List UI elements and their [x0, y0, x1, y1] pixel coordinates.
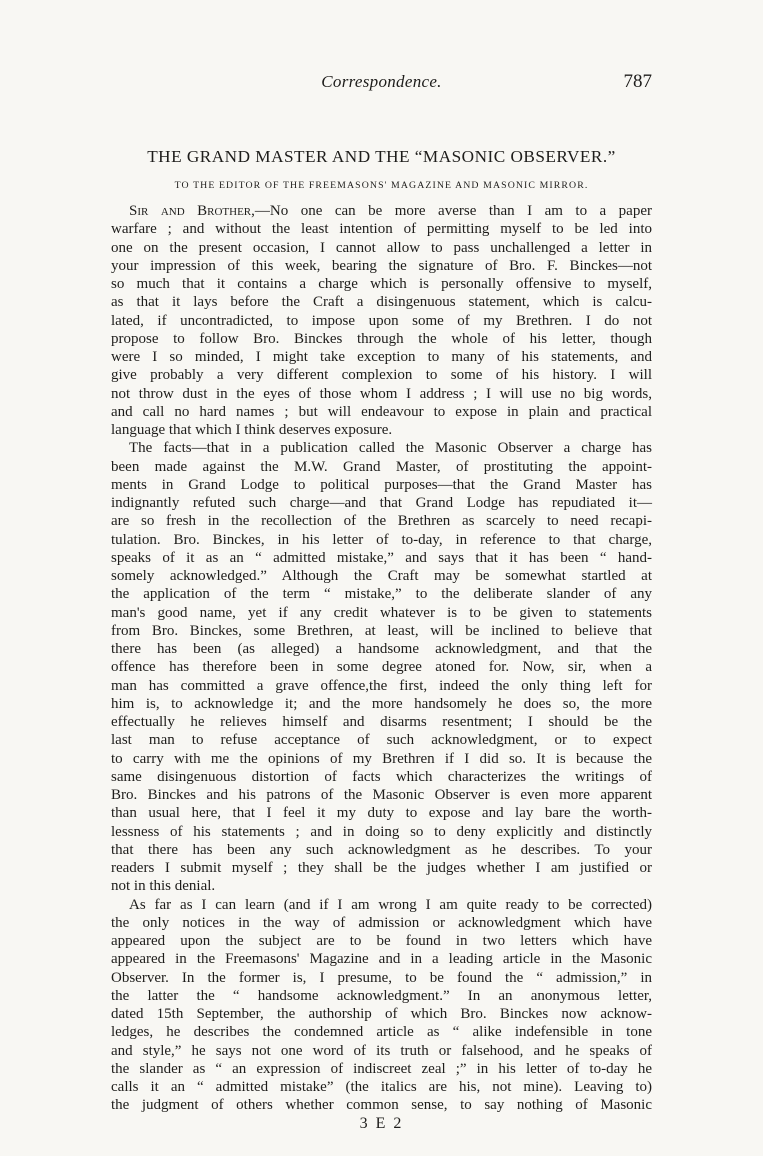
body-line: appeared in the Freemasons' Magazine and in a leading article in the Masonic: [111, 951, 652, 968]
body-line: offence has therefore been in some degree atoned for. Now, sir, when a: [111, 659, 652, 676]
article-address: TO THE EDITOR OF THE FREEMASONS' MAGAZINE AND MASONIC MIRROR.: [174, 180, 589, 191]
body-line: indignantly refuted such charge—and that Grand Lodge has repudiated it—: [111, 495, 652, 511]
body-line: man has committed a grave offence,the first, indeed the only thing left for: [111, 677, 652, 694]
body-line: warfare ; and without the least intention of permitting myself to be led into: [111, 221, 652, 238]
body-line: the application of the term “ mistake,” to the deliberate slander of any: [111, 586, 652, 603]
body-line: the judgment of others whether common sense, to say nothing of Masonic: [111, 1097, 652, 1114]
running-head: [111, 72, 652, 96]
article-body: [111, 202, 652, 1115]
body-line: give probably a very different complexion to some of his history. I will: [111, 367, 652, 384]
body-line: there has been (as alleged) a handsome acknowledgment, and that the: [111, 641, 652, 657]
body-line: not throw dust in the eyes of those whom I address ; I will use no big words,: [111, 385, 652, 402]
body-line: ledges, he describes the condemned article as “ alike indefensible in tone: [111, 1024, 652, 1041]
body-line: appeared upon the subject are to be found in two letters which have: [111, 933, 652, 949]
body-line: lated, if uncontradicted, to impose upon some of my Brethren. I do not: [111, 312, 652, 329]
body-line: the slander as “ an expression of indiscreet zeal ;” in his letter of to-day he: [111, 1060, 652, 1077]
signature-mark: 3 E 2: [359, 1115, 404, 1132]
body-line: as that it lays before the Craft a disingenuous statement, which is calcu-: [111, 294, 652, 311]
body-line: the latter the “ handsome acknowledgment.” In an anonymous letter,: [111, 987, 652, 1004]
body-line: tulation. Bro. Binckes, in his letter of to-day, in reference to that charge,: [111, 531, 652, 548]
salutation: Sir and Brother,: [129, 203, 255, 219]
body-line: are so fresh in the recollection of the Brethren as scarcely to need recapi-: [111, 513, 652, 530]
body-line: somely acknowledged.” Although the Craft may be somewhat startled at: [111, 568, 652, 584]
body-line: were I so minded, I might take exception to many of his statements, and: [111, 349, 652, 365]
body-line: not in this denial.: [111, 878, 216, 895]
body-line: so much that it contains a charge which is personally offensive to myself,: [111, 276, 652, 292]
page-number: 787: [623, 71, 652, 92]
body-line: your impression of this week, bearing the signature of Bro. F. Binckes—not: [111, 257, 652, 274]
body-line: propose to follow Bro. Binckes through the whole of his letter, though: [111, 330, 652, 347]
body-line: to carry with me the opinions of my Brethren if I did so. It is because the: [111, 750, 652, 767]
body-line: the only notices in the way of admission or acknowledgment which have: [111, 914, 652, 931]
body-line: ments in Grand Lodge to political purposes—that the Grand Master has: [111, 476, 652, 493]
article-title: THE GRAND MASTER AND THE “MASONIC OBSERVER.”: [147, 147, 616, 166]
body-line: last man to refuse acceptance of such acknowledgment, or to expect: [111, 732, 652, 749]
body-line: language that which I think deserves exposure.: [111, 422, 393, 438]
body-line: calls it an “ admitted mistake” (the italics are his, not mine). Leaving to): [111, 1079, 652, 1095]
body-line: As far as I can learn (and if I am wrong I am quite ready to be corrected): [129, 896, 652, 913]
body-line: than usual here, that I feel it my duty to expose and lay bare the worth-: [111, 805, 652, 822]
body-line: him is, to acknowledge it; and the more handsomely he does so, the more: [111, 695, 652, 712]
body-line: man's good name, yet if any credit whatever is to be given to statements: [111, 604, 652, 621]
body-line: The facts—that in a publication called the Masonic Observer a charge has: [129, 440, 652, 457]
body-line: dated 15th September, the authorship of which Bro. Binckes now acknow-: [111, 1006, 652, 1022]
body-line: Bro. Binckes and his patrons of the Masonic Observer is even more apparent: [111, 787, 652, 803]
body-line: from Bro. Binckes, some Brethren, at least, will be inclined to believe that: [111, 622, 652, 639]
body-line: Observer. In the former is, I presume, to be found the “ admission,” in: [111, 969, 652, 986]
body-line: same disingenuous distortion of facts which characterizes the writings of: [111, 768, 652, 785]
body-line: one on the present occasion, I cannot allow to pass unchallenged a letter in: [111, 239, 652, 256]
body-line: and style,” he says not one word of its truth or falsehood, and he speaks of: [111, 1042, 652, 1059]
body-line: readers I submit myself ; they shall be the judges whether I am justified or: [111, 860, 652, 876]
body-line: Sir and Brother,—No one can be more averse than I am to a paper: [129, 203, 652, 219]
body-line: been made against the M.W. Grand Master, of prostituting the appoint-: [111, 458, 652, 475]
body-line: effectually he relieves himself and disarms resentment; I should be the: [111, 714, 652, 730]
body-line: and call no hard names ; but will endeavour to expose in plain and practical: [111, 403, 652, 420]
body-line: lessness of his statements ; and in doing so to deny explicitly and distinctly: [111, 823, 652, 840]
body-line: that there has been any such acknowledgment as he describes. To your: [111, 841, 652, 858]
body-line: speaks of it as an “ admitted mistake,” and says that it has been “ hand-: [111, 549, 652, 566]
running-title: Correspondence.: [321, 72, 442, 91]
